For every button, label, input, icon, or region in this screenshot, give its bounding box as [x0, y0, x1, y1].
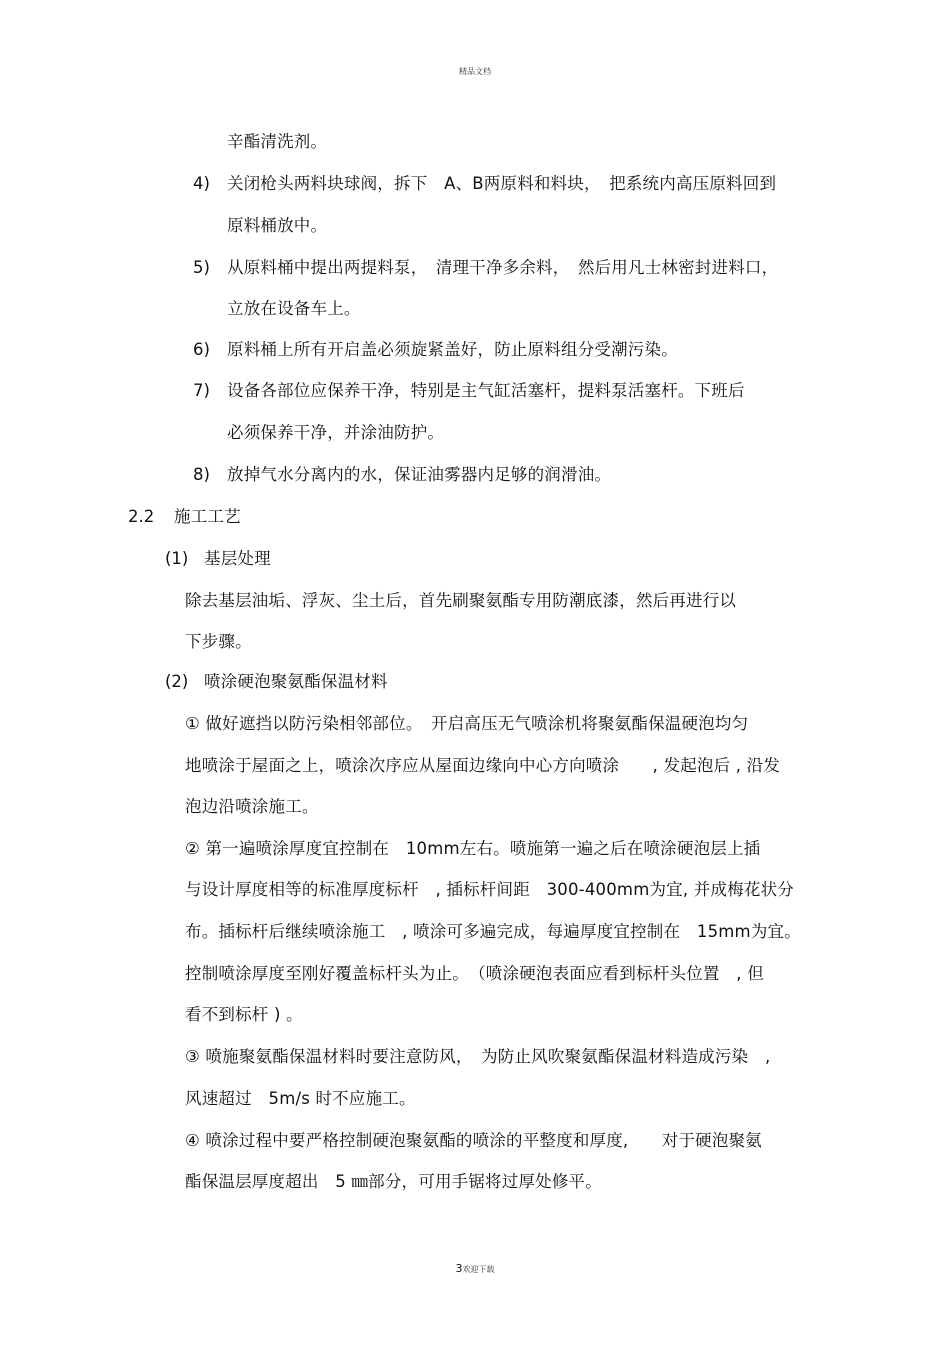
- footer-text: 欢迎下载: [462, 1265, 495, 1274]
- text-line: 除去基层油垢、浮灰、尘土后，首先刷聚氨酯专用防潮底漆，然后再进行以: [185, 591, 737, 610]
- text-line: 看不到标杆 ) 。: [185, 1005, 303, 1024]
- text-line: 酯保温层厚度超出 5 ㎜部分，可用手锯将过厚处修平。: [185, 1172, 602, 1191]
- list-number: 7): [193, 381, 210, 400]
- text-line: ④ 喷涂过程中要严格控制硬泡聚氨酯的喷涂的平整度和厚度, 对于硬泡聚氨: [185, 1131, 762, 1150]
- section-heading: 施工工艺: [174, 507, 241, 526]
- text-line: 立放在设备车上。: [227, 299, 361, 318]
- text-line: 原料桶上所有开启盖必须旋紧盖好，防止原料组分受潮污染。: [227, 340, 678, 359]
- text-line: 下步骤。: [185, 632, 252, 651]
- list-number: 8): [193, 465, 210, 484]
- text-line: 地喷涂于屋面之上，喷涂次序应从屋面边缘向中心方向喷涂 , 发起泡后 , 沿发: [185, 756, 781, 775]
- page-footer: [0, 1262, 950, 1275]
- page-header: 精品文档: [459, 67, 491, 76]
- text-line: 设备各部位应保养干净，特别是主气缸活塞杆，提料泵活塞杆。下班后: [227, 381, 745, 400]
- subsection-number: (2): [165, 672, 189, 691]
- text-line: 必须保养干净，并涂油防护。: [227, 423, 445, 442]
- text-line: 关闭枪头两料块球阀，拆下 A、B两原料和料块， 把系统内高压原料回到: [227, 174, 777, 193]
- subsection-heading: 喷涂硬泡聚氨酯保温材料: [204, 672, 388, 691]
- text-line: 原料桶放中。: [227, 216, 328, 235]
- list-number: 6): [193, 340, 210, 359]
- text-line: 与设计厚度相等的标准厚度标杆 , 插标杆间距 300-400mm为宜, 并成梅花状分: [185, 880, 794, 899]
- subsection-number: (1): [165, 549, 189, 568]
- list-number: 5): [193, 258, 210, 277]
- text-line: 放掉气水分离内的水，保证油雾器内足够的润滑油。: [227, 465, 612, 484]
- text-line: ① 做好遮挡以防污染相邻部位。 开启高压无气喷涂机将聚氨酯保温硬泡均匀: [185, 714, 749, 733]
- text-line: 布。插标杆后继续喷涂施工 , 喷涂可多遍完成，每遍厚度宜控制在 15mm为宜。: [185, 922, 801, 941]
- text-line: 风速超过 5m/s 时不应施工。: [185, 1089, 416, 1108]
- list-number: 4): [193, 174, 210, 193]
- text-line: 泡边沿喷涂施工。: [185, 797, 319, 816]
- text-line: 辛酯清洗剂。: [227, 132, 328, 151]
- text-line: 从原料桶中提出两提料泵， 清理干净多余料， 然后用凡士林密封进料口，: [227, 258, 779, 277]
- text-line: 控制喷涂厚度至刚好覆盖标杆头为止。 （喷涂硬泡表面应看到标杆头位置 , 但: [185, 964, 764, 983]
- section-number: 2.2: [128, 507, 155, 526]
- page-number: 3: [455, 1262, 463, 1275]
- text-line: ② 第一遍喷涂厚度宜控制在 10mm左右。喷施第一遍之后在喷涂硬泡层上插: [185, 839, 761, 858]
- text-line: ③ 喷施聚氨酯保温材料时要注意防风， 为防止风吹聚氨酯保温材料造成污染 ,: [185, 1047, 771, 1066]
- subsection-heading: 基层处理: [204, 549, 271, 568]
